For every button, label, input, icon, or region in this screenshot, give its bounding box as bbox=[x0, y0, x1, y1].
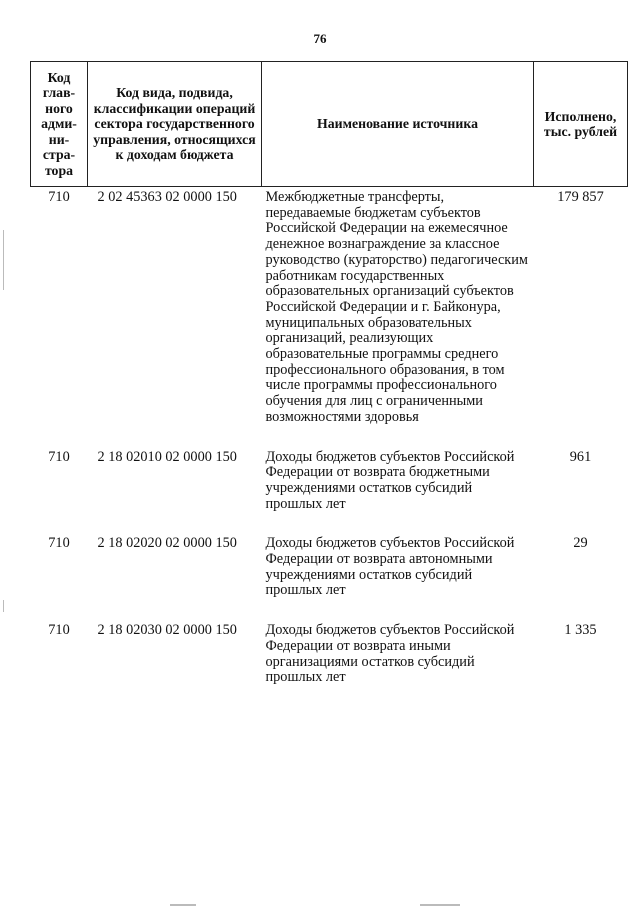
cell-source-name: Межбюджетные трансферты, передаваемые бюджетам субъектов Российской Федерации на ежемесячное денежное вознаграждение за классное руководство (кураторство) педагогическим работникам государственных образовательных организаций субъектов Российской Федерации и г. Байконура, муниципальных образовательных организаций, реализующих образовательные программы среднего профессионального образования, в том числе программы профессионального обучения для лиц с ограниченными возможностями здоровья bbox=[265, 189, 528, 425]
cell-source-name: Доходы бюджетов субъектов Российской Федерации от возврата бюджетными учреждениями остатков субсидий прошлых лет bbox=[265, 448, 515, 512]
header-kbk: Код вида, подвида, классификации операций сектора государственного управления, относящихся к доходам бюджета bbox=[88, 62, 262, 187]
table-header-row bbox=[31, 62, 628, 187]
cell-kbk: 2 02 45363 02 0000 150 bbox=[97, 189, 237, 205]
cell-amount: 179 857 bbox=[557, 189, 604, 205]
cell-kbk: 2 18 02020 02 0000 150 bbox=[97, 535, 237, 552]
cell-admin-code: 710 bbox=[48, 535, 70, 552]
cell-admin-code: 710 bbox=[48, 189, 70, 205]
header-executed-amount: Исполнено, тыс. рублей bbox=[534, 62, 628, 187]
cell-source-name: Доходы бюджетов субъектов Российской Федерации от возврата иными организациями остатков субсидий прошлых лет bbox=[265, 622, 515, 686]
header-source-name: Наименование источника bbox=[262, 62, 534, 187]
revenue-sources-table bbox=[30, 61, 628, 706]
table-row bbox=[31, 532, 628, 619]
cell-amount: 29 bbox=[573, 535, 588, 552]
table-row bbox=[31, 187, 628, 446]
scan-edge-mark bbox=[3, 600, 4, 612]
cell-kbk: 2 18 02010 02 0000 150 bbox=[97, 448, 237, 465]
cell-admin-code: 710 bbox=[48, 622, 70, 639]
table-row bbox=[31, 619, 628, 706]
page-number: 76 bbox=[313, 31, 327, 46]
header-admin-code: Код глав-ного адми-ни-стра-тора bbox=[31, 62, 88, 187]
scan-noise-mark bbox=[170, 904, 196, 906]
cell-amount: 961 bbox=[569, 448, 592, 465]
cell-amount: 1 335 bbox=[564, 622, 597, 639]
cell-source-name: Доходы бюджетов субъектов Российской Федерации от возврата автономными учреждениями остатков субсидий прошлых лет bbox=[265, 535, 515, 599]
table-row bbox=[31, 446, 628, 533]
cell-admin-code: 710 bbox=[48, 448, 70, 465]
scan-noise-mark bbox=[420, 904, 460, 906]
cell-kbk: 2 18 02030 02 0000 150 bbox=[97, 622, 237, 639]
scan-edge-mark bbox=[3, 230, 4, 290]
